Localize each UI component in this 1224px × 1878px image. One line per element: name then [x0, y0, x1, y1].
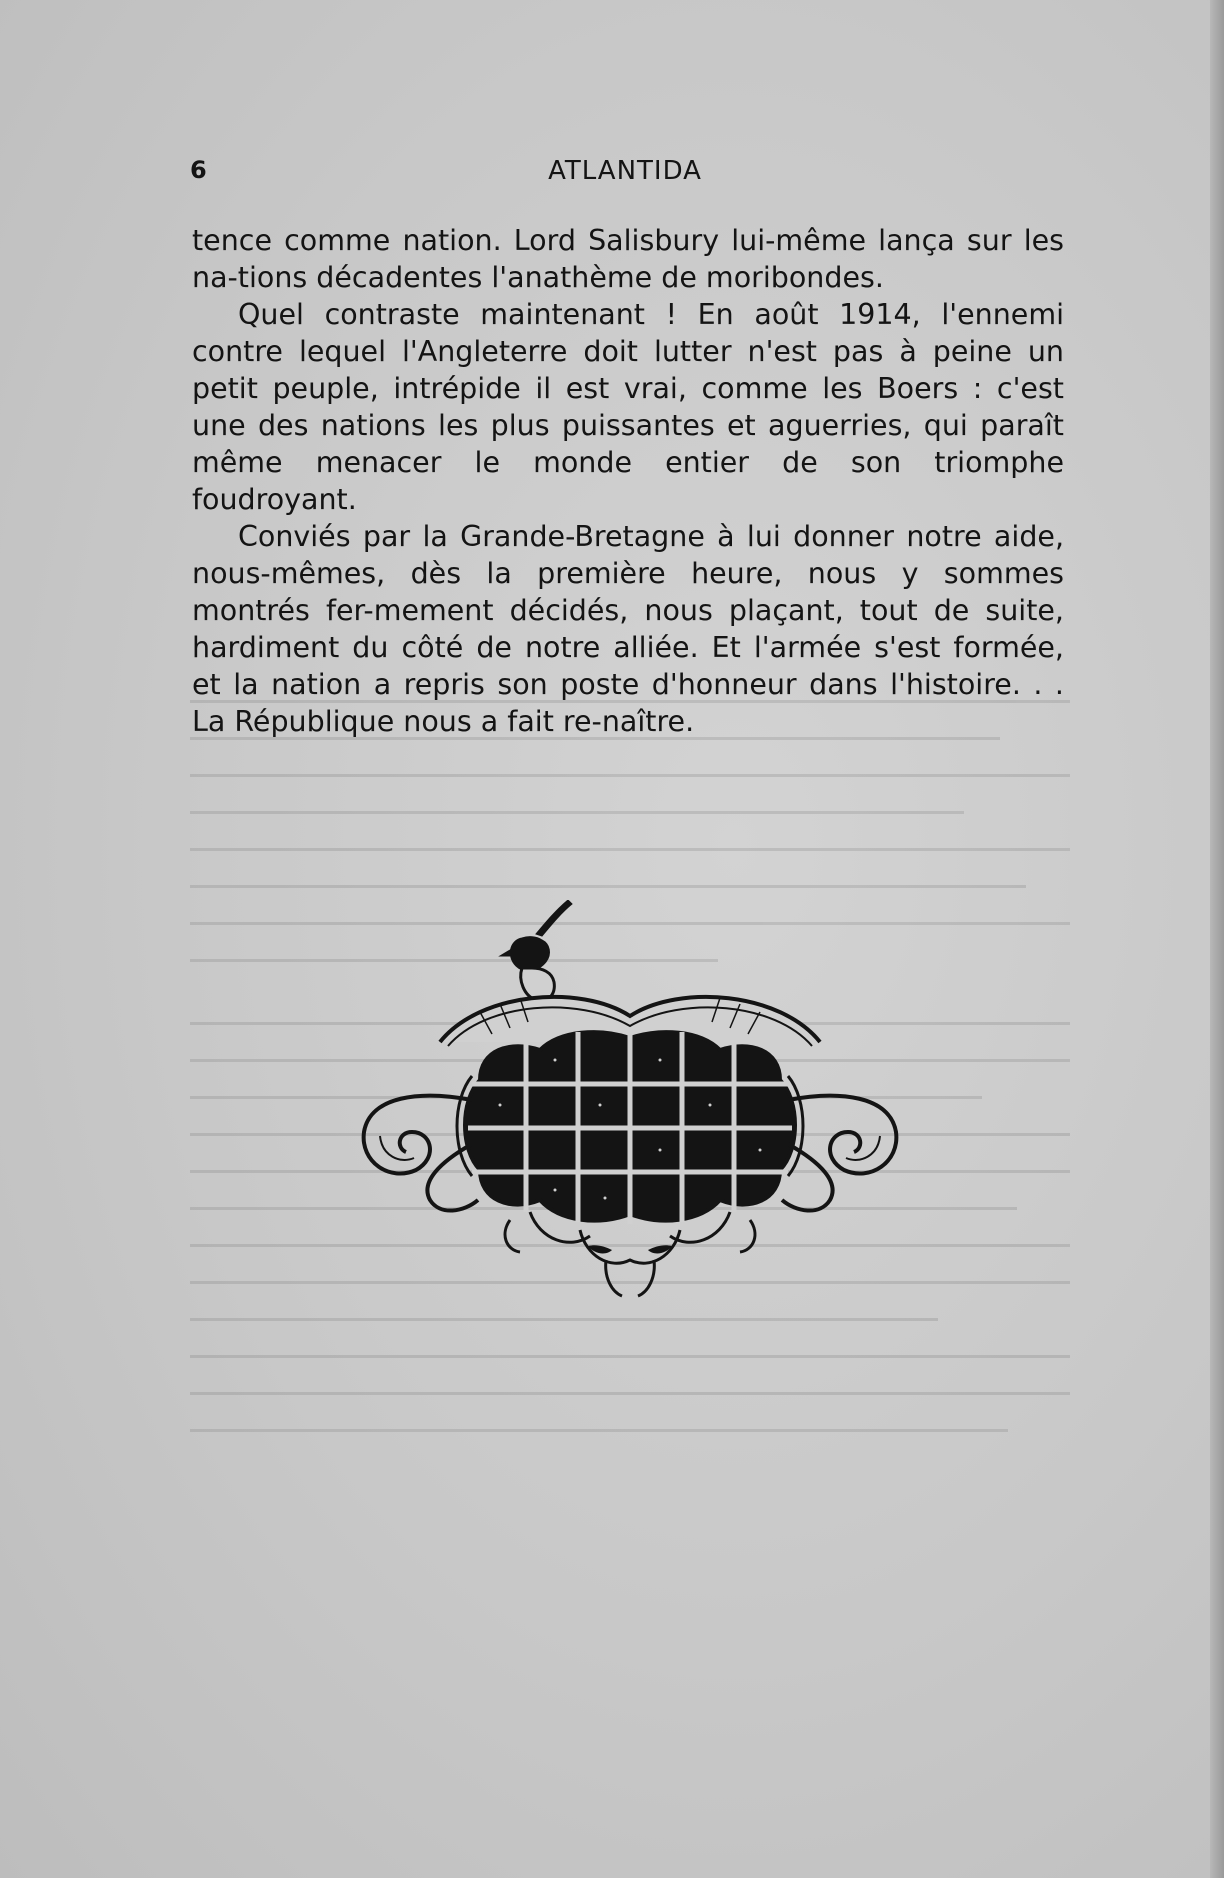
paragraph-3: Conviés par la Grande-Bretagne à lui donner notre aide, nous-mêmes, dès la première heure, nous y sommes montrés fer-mement décidés, nous plaçant, tout de suite, hardiment du côté de notre alliée. Et l'armée s'est formée, et la nation a repris son poste d'honneur dans l'histoire. . . La République nous a fait re-naître.: [192, 520, 1064, 738]
running-title: ATLANTIDA: [548, 156, 702, 186]
paragraph-2: Quel contraste maintenant ! En août 1914, l'ennemi contre lequel l'Angleterre doit lutter n'est pas à peine un petit peuple, intrépide il est vrai, comme les Boers : c'est une des nations les plus puissantes et aguerries, qui paraît même menacer le monde entier de son triomphe foudroyant.: [192, 298, 1064, 516]
cartouche-with-bird-ornament-icon: [360, 900, 900, 1320]
paragraph-1: tence comme nation. Lord Salisbury lui-même lança sur les na-tions décadentes l'anathème de moribondes.: [192, 224, 1064, 294]
body-text: [192, 222, 1064, 740]
page-edge-shadow: [1210, 0, 1224, 1878]
page-header: [190, 156, 1060, 188]
page-number: 6: [190, 156, 207, 184]
